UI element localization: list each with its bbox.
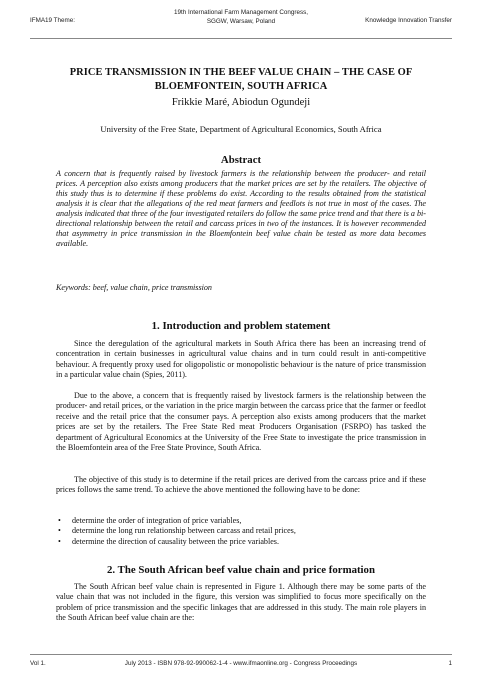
value-chain-paragraph-1: The South African beef value chain is represented in Figure 1. Although there may be some parts of the value chain that was not included in the figure, this version was simplified to focus more specifically on the problem of price transmission and the specific linkages that are addressed in this study. The main role players in the South African beef value chain are the: (56, 582, 426, 623)
list-item (56, 537, 426, 547)
section-heading-introduction: 1. Introduction and problem statement (151, 320, 331, 332)
running-header (0, 8, 482, 26)
footer-divider (30, 654, 452, 655)
intro-paragraph-3: The objective of this study is to determine if the retail prices are derived from the carcass price and if these prices follows the same trend. To achieve the above mentioned the following have to be done: (56, 475, 426, 495)
bullet-icon: • (58, 536, 61, 546)
footer-info: July 2013 - ISBN 978-92-990062-1-4 - www.ifmaonline.org - Congress Proceedings (124, 660, 358, 667)
abstract-heading: Abstract (220, 154, 262, 166)
list-item-text: determine the long run relationship between carcass and retail prices, (72, 526, 296, 536)
paper-title: PRICE TRANSMISSION IN THE BEEF VALUE CHAIN – THE CASE OF BLOEMFONTEIN, SOUTH AFRICA (69, 67, 413, 92)
header-theme: Knowledge Innovation Transfer (365, 17, 452, 24)
list-item-text: determine the direction of causality between the price variables. (72, 536, 279, 546)
paper-affiliation: University of the Free State, Department of Agricultural Economics, South Africa (100, 124, 382, 134)
bullet-icon: • (58, 526, 61, 536)
footer-page-number: 1 (448, 660, 452, 667)
intro-paragraph-1: Since the deregulation of the agricultural markets in South Africa there has been an increasing trend of concentration in certain businesses in agricultural value chains and in turn could result in anti-competitive behaviour. A frequently proxy used for oligopolistic or monopolistic behaviour is the nature of price transmission in a particular value chain (Spies, 2011). (56, 339, 426, 380)
list-item (56, 526, 426, 536)
objectives-list (56, 516, 426, 547)
footer-volume: Vol 1. (30, 660, 46, 667)
header-theme-label: IFMA19 Theme: (30, 17, 76, 24)
list-item-text: determine the order of integration of price variables, (72, 516, 242, 525)
list-item (56, 516, 426, 526)
keywords: Keywords: beef, value chain, price transmission (56, 283, 212, 292)
section-heading-value-chain: 2. The South African beef value chain and price formation (107, 564, 375, 576)
header-location: SGGW, Warsaw, Poland (206, 18, 276, 25)
paper-authors: Frikkie Maré, Abiodun Ogundeji (171, 97, 311, 108)
intro-paragraph-2: Due to the above, a concern that is frequently raised by livestock farmers is the relationship between the producer- and retail prices, or the variation in the price margin between the carcass price that the farmer or feedlot receive and the retail price that the consumer pays. A perception also exists among producers that the market prices are set by the retailers. The Free State Red meat Producers Organisation (FSRPO) has tasked the department of Agricultural Economics at the University of the Free State to investigate the price transmission in the Bloemfontein area of the Free State Province, South Africa. (56, 391, 426, 453)
header-divider (30, 38, 452, 39)
header-conference: 19th International Farm Management Congress, (173, 9, 309, 16)
bullet-icon: • (58, 516, 61, 525)
abstract-text: A concern that is frequently raised by livestock farmers is the relationship between the producer- and retail prices. A perception also exists among producers that the market prices are set by the retailers. The objective of this study thus is to determine if these problems do exist. According to the results obtained from the statistical analysis it is clear that the allegations of the red meat farmers and feedlots is not true in most of the cases. The analysis indicated that three of the four investigated retailers do follow the same price trend and that there is a bi-directional relationship between the retail and carcass prices in two of the instances. It is however recommended that asymmetry in price transmission in the Bloemfontein beef value chain be tested as more data becomes available. (56, 169, 426, 248)
